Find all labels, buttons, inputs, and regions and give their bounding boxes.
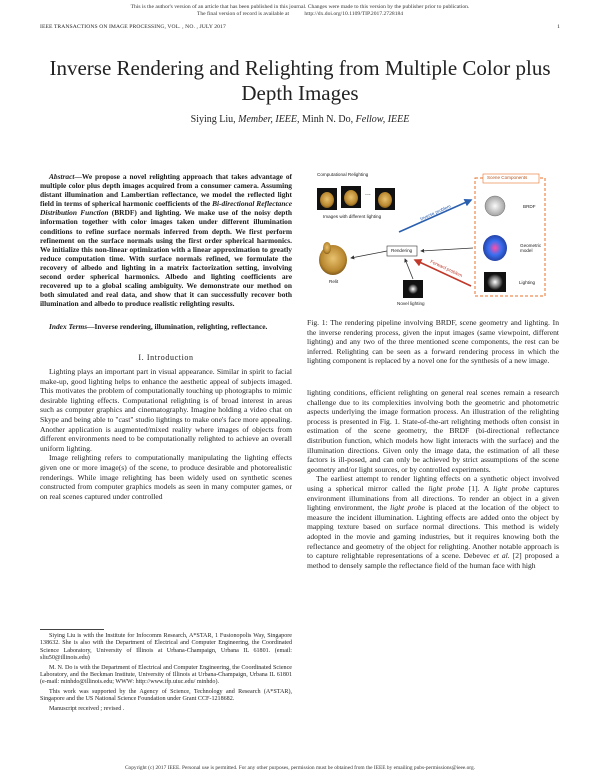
author-1-name: Siying Liu, [190,114,236,125]
footnote-affiliation-1: Siying Liu is with the Institute for Infocomm Research, A*STAR, 1 Fusionopolis Way, Singapore 138632. She is also with the Department of Electrical and Computer Engineering, the Coordinated Science Laboratory, University of Illinois at Urbana-Champaign, Urbana IL 61801. (email: sliu50@illinois.edu) [40,633,292,662]
label-dots: ... [365,190,371,197]
input-images [317,186,395,210]
section-heading-introduction: I. Introduction [138,353,194,362]
inverse-problem-arrow [399,200,471,232]
text-segment: The earliest attempt to render lighting effects on a synthetic object involved using a spherical mirror called the [307,474,559,493]
label-scene-components: Scene Components [487,175,528,180]
text-segment: captures environment illuminations from all directions. To render an object in a given lighting environment, the [307,483,559,513]
intro-paragraph-1: Lighting plays an important part in visual appearance. Similar in spirit to facial make-up, good lighting helps to enhance the aesthetic appeal of subjects imaged. This motivates the problem of computationally touching up photographs to mimic desirable lighting effects. Computational relighting is of broad interest in areas such as computer graphics and cinematography. Imagine holding a video chat on Skype and being able to "cast" studio lightings to make one's face more appealing. Another application is augmented/mixed reality where images of objects from different environments need to be computationally relighted to achieve an overall uniform lighting. [40,367,292,453]
author-2-role: Fellow, IEEE [355,114,410,125]
footnote-funding: This work was supported by the Agency of Science, Technology and Research (A*STAR), Singapore and the US National Science Foundation under Grant CCF-1218682. [40,688,292,703]
index-terms-text: —Inverse rendering, illumination, relighting, reflectance. [87,322,268,331]
brdf-term: Bi-directional Reflectance Distribution Function [40,199,292,218]
intro-body [40,367,292,501]
label-relit: Relit [329,279,339,284]
components-to-rendering-arrow [421,248,473,251]
label-novel-lighting: Novel lighting [397,301,425,306]
figure-1-caption: Fig. 1: The rendering pipeline involving BRDF, scene geometry and lighting. In the inverse rendering process, given the input images (same viewpoint, different lighting) and any two of the three mentioned scene components, the rest can be inferred. Relighting can be seen as a forward rendering process in which the lighting component is replaced by a novel one for the synthesis of a new image. [307,318,559,366]
label-lighting: Lighting [519,280,536,285]
doi-link[interactable]: http://dx.doi.org/10.1109/TIP.2017.2728184 [304,11,404,17]
label-computational-relighting: Computational Relighting [317,172,369,177]
text-segment: is placed at the location of the object to measure the incident illumination. Lighting effects are added onto the object by mapping texture based on surface normal directions. This method is widely adopted in the movie and gaming industries, but it requires knowing both the reflectance and geometry of the object for relighting. Another notable approach is to capture relightable representations of a scene. Debevec [307,503,559,561]
relit-image [319,242,347,275]
journal-name: IEEE TRANSACTIONS ON IMAGE PROCESSING, VOL. , NO. , JULY 2017 [40,24,226,30]
publisher-notice-line2 [0,11,600,18]
geometric-model-image [483,235,507,261]
notice-text: The final version of record is available at [196,11,290,17]
text-segment: [2] proposed a method to densely sample the reflectance field of the human face with high [307,551,559,570]
brdf-sphere [485,196,505,216]
abstract-lead: Abstract [49,172,75,181]
term-et-al: et al. [493,551,510,561]
author-2-name: Minh N. Do, [302,114,354,125]
label-images-different-lighting: Images with different lighting [323,214,382,219]
novel-lighting-arrow [405,259,413,279]
lighting-sphere [487,274,503,290]
running-head [40,24,560,30]
label-forward-problem: Forward problem [429,258,464,279]
abstract-text-1: —We propose a novel relighting approach that takes advantage of multiple color plus depth images acquired from a consumer camera. Assuming distant illumination and Lambertian reflectance, we model the reflected light field in terms of spherical harmonic coefficients of the [40,172,292,209]
figure-1 [307,170,559,310]
label-inverse-problem: Inverse problem [419,203,452,222]
term-light-probe: light probe [390,503,425,513]
copyright-notice: Copyright (c) 2017 IEEE. Personal use is permitted. For any other purposes, permission must be obtained from the IEEE by emailing pubs-permissions@ieee.org. [124,765,476,771]
footnote-manuscript: Manuscript received ; revised . [49,705,125,712]
abstract-text-2: (BRDF) and lighting. We make use of the noisy depth information together with color images taken under different illumination conditions to refine surface normals inferred from depth. We first perform refinement on the surface normals using the first order spherical harmonics. We initialize this non-linear optimization with a linear approximation to greatly reduce computation time. With surface normals refined, we formulate the recovery of albedo and lighting in a matrix factorization setting, involving second order spherical harmonics. Albedo and lighting coefficients are recovered up to a global scaling ambiguity. We demonstrate our method on both simulated and real data, and show that it can successfully recover both illumination and albedo to produce realistic relighting results. [40,208,292,309]
right-paragraph-1: lighting conditions, efficient relighting on general real scenes remain a research challenge due to its complexities involving both the geometric and photometric aspects underlying the image formation process. An illustration of the relighting process is presented in Fig. 1. State-of-the-art relighting methods often consist in estimation of the scene geometry, the BRDF (bi-directional reflectance distribution function, which models how light interacts with the surface) and the illumination directions. Given only the image data, the estimation of all these factors is ill-posed, and can only be achieved by strict assumptions of the scene geometry and/or light sources, or by controlled experiments. [307,388,559,474]
index-terms [40,322,292,331]
paper-title: Inverse Rendering and Relighting from Multiple Color plus Depth Images [49,56,551,105]
label-brdf: BRDF [523,204,536,209]
footnotes [40,633,292,715]
term-light-probe: light probe [493,483,530,493]
footnote-rule [40,629,104,630]
author-1-role: Member, IEEE, [238,114,300,125]
text-segment: [1]. A [464,483,494,493]
label-rendering: Rendering [391,248,413,253]
rendering-pipeline-diagram [307,170,559,310]
index-terms-lead: Index Terms [49,322,88,331]
abstract [40,172,292,308]
novel-lighting-sphere [408,284,418,294]
right-column-body [307,388,559,570]
publisher-notice: This is the author's version of an article that has been published in this journal. Changes were made to this version by the publisher prior to publication. [130,4,470,10]
footnote-affiliation-2: M. N. Do is with the Department of Electrical and Computer Engineering, the Coordinated Science Laboratory, and the Beckman Institute, University of Illinois at Urbana-Champaign, Urbana IL 61801 (e-mail: minhdo@illinois.edu; WWW: http://www.ifp.uiuc.edu/ minhdo). [40,664,292,686]
rendering-to-relit-arrow [351,251,387,258]
author-line [40,114,560,125]
label-geometric-model: Geometric model [520,243,542,254]
term-light-probe: light probe [428,483,465,493]
right-paragraph-2 [307,474,559,570]
page-number: 1 [557,24,560,30]
intro-paragraph-2: Image relighting refers to computationally manipulating the lighting effects given one or more image(s) of the scene, to produce desirable and photorealistic renderings. While image relighting has been widely used on synthetic scenes constructed from computer graphics models as seen in many computer games, or on real scenes captured under controlled [40,453,292,501]
